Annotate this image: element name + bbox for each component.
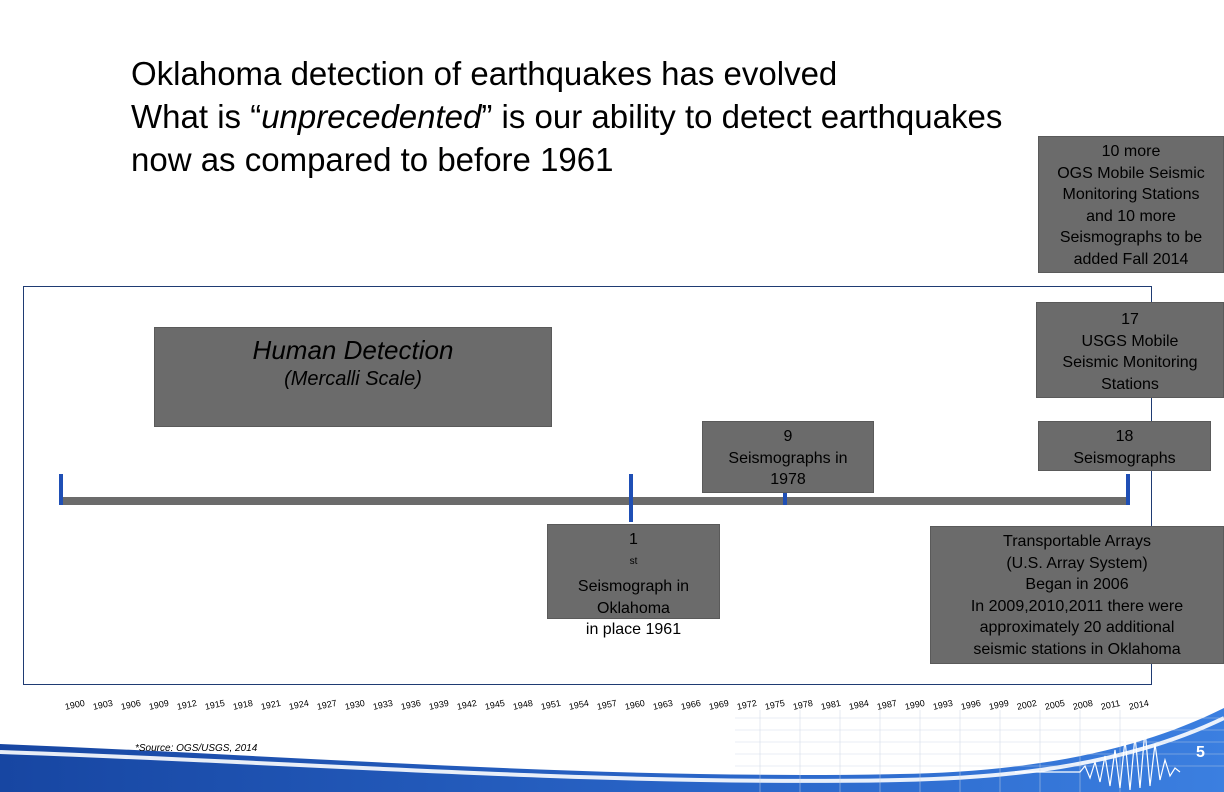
title-line-2-pre: What is “ [131,98,262,135]
human-detection-box [154,327,552,427]
source-citation: *Source: OGS/USGS, 2014 [135,743,258,754]
box-10-line-2: OGS Mobile Seismic [1057,164,1205,182]
year-label: 1936 [400,697,422,712]
year-label: 2002 [1016,697,1038,712]
box-1978-line-1: 9 [783,428,793,445]
title-line-2 [131,95,1002,138]
year-label: 2011 [1100,697,1122,712]
box-ta-line-5: approximately 20 additional [979,619,1175,636]
year-label: 1963 [652,697,674,712]
year-label: 2014 [1128,697,1150,712]
seismographs-1978-box [702,421,874,493]
year-label: 1984 [848,697,870,712]
year-label: 1933 [372,697,394,712]
box-10-line-4: and 10 more [1086,207,1176,225]
year-label: 1927 [316,697,338,712]
box-1961-line-3: Oklahoma [597,599,670,617]
human-detection-title: Human Detection [252,335,454,365]
box-10-line-3: Monitoring Stations [1062,186,1200,203]
year-label: 1942 [456,697,478,712]
box-1961-line-1 [548,529,719,576]
year-label: 1981 [820,697,842,712]
year-label: 1948 [512,697,534,712]
year-label: 1987 [876,697,898,712]
box-10-line-1: 10 more [1101,143,1161,160]
title-line-2-post: ” is our ability to detect earthquakes [481,98,1003,135]
box-17-line-3: Seismic Monitoring [1062,354,1198,371]
year-label: 1957 [596,697,618,712]
timeline-axis [61,497,1129,505]
box-10-line-6: added Fall 2014 [1073,250,1189,268]
box-1978-line-2: Seismographs in [728,449,848,467]
year-label: 1912 [176,697,198,712]
eighteen-seismographs-box [1038,421,1211,471]
year-label: 1969 [708,697,730,712]
year-label: 2005 [1044,697,1066,712]
box-17-line-1: 17 [1121,311,1139,328]
box-1961-line-2: Seismograph in [577,578,690,596]
box-1961-line-4: in place 1961 [585,621,682,639]
tick-marker-2014 [1126,474,1130,505]
year-label: 1918 [232,697,254,712]
title-line-3: now as compared to before 1961 [131,141,614,178]
transportable-arrays-box [930,526,1224,664]
year-label: 1978 [792,697,814,712]
tick-marker-1900 [59,474,63,505]
year-label: 1939 [428,697,450,712]
year-label: 1999 [988,697,1010,712]
year-label: 1951 [540,697,562,712]
box-ta-line-4: In 2009,2010,2011 there were [970,597,1184,615]
year-label: 1975 [764,697,786,712]
title-line-1: Oklahoma detection of earthquakes has evolved [131,55,838,92]
year-label: 1903 [92,697,114,712]
box-1961-ordinal-suffix: st [629,555,638,567]
year-label: 1930 [344,697,366,712]
year-label: 1909 [148,697,170,712]
year-label: 1966 [680,697,702,712]
box-18-line-2: Seismographs [1073,449,1176,467]
usgs-mobile-stations-box [1036,302,1224,398]
box-ta-line-6: seismic stations in Oklahoma [973,640,1181,658]
year-label: 1945 [484,697,506,712]
slide-title [131,52,1002,181]
page-number: 5 [1196,744,1205,761]
title-emphasis: unprecedented [261,98,482,135]
year-label: 2008 [1072,697,1094,712]
box-17-line-4: Stations [1101,375,1159,393]
tick-marker-1978 [783,492,787,505]
box-ta-line-2: (U.S. Array System) [1006,554,1148,572]
tick-marker-1961 [629,474,633,522]
box-10-line-5: Seismographs to be [1059,229,1203,246]
year-label: 1996 [960,697,982,712]
year-label: 1960 [624,697,646,712]
year-label: 1915 [204,697,226,712]
box-ta-line-1: Transportable Arrays [1003,533,1151,550]
year-label: 1900 [64,697,86,712]
year-label: 1924 [288,697,310,712]
year-label: 1993 [932,697,954,712]
year-label: 1990 [904,697,926,712]
box-1978-line-3: 1978 [770,471,806,488]
box-ta-line-3: Began in 2006 [1025,576,1129,593]
box-1961-ordinal: 1 [629,531,638,548]
year-label: 1972 [736,697,758,712]
year-label: 1921 [260,697,282,712]
year-label: 1906 [120,697,142,712]
human-detection-subtitle: (Mercalli Scale) [284,368,422,390]
box-17-line-2: USGS Mobile [1081,332,1179,350]
year-label: 1954 [568,697,590,712]
ogs-mobile-stations-box [1038,136,1224,273]
box-18-line-1: 18 [1115,428,1134,445]
first-seismograph-box [547,524,720,639]
